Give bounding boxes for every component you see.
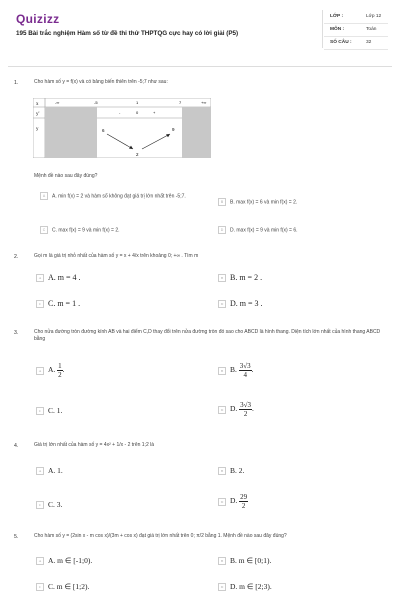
- table-yp-zero: 0: [136, 110, 139, 115]
- option-letter-box: D: [218, 226, 226, 234]
- option-text: D. m ∈ [2;3).: [230, 582, 272, 591]
- table-y-label: y: [36, 127, 39, 132]
- table-y-value: 6: [102, 128, 105, 133]
- option-letter-box: A: [36, 274, 44, 282]
- question-text: Giá trị lớn nhất của hàm số y = 4x² + 1/x - 2 trên 1;2 là: [34, 442, 155, 448]
- option-letter-box: D: [218, 300, 226, 308]
- option-label: A.: [48, 365, 56, 375]
- option-a[interactable]: A A. $\frac{1}{2}$ .: [36, 362, 65, 379]
- option-b[interactable]: B B. $\frac{3√3}{4}$ .: [218, 362, 253, 379]
- option-a[interactable]: [36, 466, 63, 475]
- option-letter-box: A: [36, 467, 44, 475]
- option-letter-box: D: [218, 583, 226, 591]
- table-y-value: 9: [172, 127, 175, 132]
- option-text: B. m = 2 .: [230, 273, 263, 282]
- meta-value: Lớp 12: [366, 14, 382, 19]
- option-text: B. max f(x) = 6 và min f(x) = 2.: [230, 199, 298, 206]
- option-d[interactable]: [218, 299, 263, 308]
- option-text: A. m ∈ [-1;0).: [48, 556, 93, 565]
- table-x-value: 7: [179, 100, 182, 105]
- option-letter-box: C: [36, 501, 44, 509]
- option-fraction: $\frac{3√3}{2}$: [240, 401, 252, 418]
- option-a[interactable]: [40, 192, 200, 200]
- option-letter-box: A: [40, 192, 48, 200]
- header-divider: [322, 10, 323, 48]
- option-label: D.: [230, 404, 238, 414]
- option-c[interactable]: [36, 582, 89, 591]
- table-x-value: 1: [136, 100, 139, 105]
- worksheet-title: 195 Bài trắc nghiệm Hàm số từ đề thi thử THPTQG cực hay có lời giải (P5): [16, 30, 239, 37]
- option-label: B.: [230, 365, 237, 375]
- option-letter-box: A: [36, 367, 44, 375]
- option-text: C. m ∈ [1;2).: [48, 582, 90, 591]
- decrease-arrow: [107, 134, 133, 149]
- option-text: B. m ∈ [0;1).: [230, 556, 272, 565]
- option-letter-box: B: [218, 467, 226, 475]
- option-text: C. m = 1 .: [48, 299, 81, 308]
- question-prompt: Mệnh đề nào sau đây đúng?: [34, 173, 98, 179]
- table-yp-sign: +: [153, 110, 156, 115]
- option-fraction: $\frac{3√3}{4}$: [239, 362, 251, 379]
- option-b[interactable]: [218, 466, 244, 475]
- option-letter-box: C: [36, 583, 44, 591]
- meta-row-class: [324, 11, 388, 24]
- option-letter-box: B: [218, 557, 226, 565]
- option-b[interactable]: [218, 556, 271, 565]
- option-text: D. m = 3 .: [230, 299, 263, 308]
- brand-logo: Quizizz: [16, 12, 60, 26]
- table-x-label: x: [36, 102, 39, 107]
- question-number: 2.: [14, 254, 19, 260]
- option-label: C. 3.: [48, 500, 63, 509]
- option-c[interactable]: [36, 406, 62, 415]
- meta-value: Toán: [366, 27, 377, 32]
- option-text: A. m = 4 .: [48, 273, 81, 282]
- option-letter-box: C: [36, 407, 44, 415]
- option-fraction: $\frac{1}{2}$: [58, 362, 62, 379]
- option-letter-box: B: [218, 367, 226, 375]
- meta-value: 32: [366, 40, 372, 45]
- option-c[interactable]: [36, 299, 80, 308]
- option-text: C. max f(x) = 9 và min f(x) = 2.: [52, 227, 120, 234]
- table-x-value: -∞: [55, 100, 60, 105]
- question-number: 3.: [14, 330, 19, 336]
- variation-table: [33, 98, 211, 158]
- table-y-value: 2: [136, 152, 139, 157]
- question-text: Cho hàm số y = f(x) và có bảng biến thiên trên -5;7 như sau:: [34, 79, 168, 85]
- option-a[interactable]: [36, 273, 81, 282]
- option-d[interactable]: [218, 226, 298, 234]
- option-a[interactable]: [36, 556, 92, 565]
- option-b[interactable]: [218, 198, 297, 206]
- table-yp-label: y': [36, 112, 40, 117]
- option-letter-box: B: [218, 198, 226, 206]
- table-yp-sign: -: [119, 110, 121, 115]
- question-text: Cho nửa đường tròn đường kính AB và hai điểm C,D thay đổi trên nửa đường tròn đó sao cho ABCD là hình thang. Diện tích lớn nhất của hình thang ABCD bằng: [34, 329, 381, 342]
- question-number: 5.: [14, 534, 19, 540]
- option-c[interactable]: [40, 226, 120, 234]
- option-letter-box: D: [218, 406, 226, 414]
- option-label: C. 1.: [48, 406, 63, 415]
- meta-key: MÔN :: [330, 27, 345, 32]
- option-b[interactable]: [218, 273, 262, 282]
- option-label: D.: [230, 496, 238, 506]
- table-x-value: -5: [94, 100, 98, 105]
- question-text: Cho hàm số y = (2sin x - m cos x)/(3m + cos x) đạt giá trị lớn nhất trên 0; π/2 bằng 1. Mệnh đề nào sau đây đúng?: [34, 533, 287, 539]
- table-x-value: +∞: [201, 100, 207, 105]
- question-text: Gọi m là giá trị nhỏ nhất của hàm số y = x + 4/x trên khoảng 0; +∞ . Tìm m: [34, 253, 199, 259]
- option-letter-box: A: [36, 557, 44, 565]
- option-letter-box: C: [36, 300, 44, 308]
- meta-panel: [324, 11, 388, 50]
- option-label: B. 2.: [230, 466, 245, 475]
- question-number: 1.: [14, 80, 19, 86]
- header-rule: [8, 66, 392, 67]
- meta-key: SỐ CÂU :: [330, 40, 352, 45]
- meta-row-subject: [324, 24, 388, 37]
- option-d[interactable]: [218, 582, 272, 591]
- option-d[interactable]: D D. $\frac{3√3}{2}$ .: [218, 401, 254, 418]
- option-text: D. max f(x) = 9 và min f(x) = 6.: [230, 227, 298, 234]
- meta-key: LỚP :: [330, 14, 344, 19]
- option-letter-box: C: [40, 226, 48, 234]
- option-fraction: $\frac{29}{2}$: [240, 493, 248, 510]
- option-label: A. 1.: [48, 466, 63, 475]
- option-letter-box: B: [218, 274, 226, 282]
- option-letter-box: D: [218, 498, 226, 506]
- question-number: 4.: [14, 443, 19, 449]
- increase-arrow: [142, 134, 170, 149]
- option-text: A. min f(x) = 2 và hàm số không đạt giá trị lớn nhất trên -5;7.: [52, 193, 186, 200]
- option-c[interactable]: [36, 500, 62, 509]
- meta-row-count: [324, 37, 388, 50]
- option-d[interactable]: [218, 493, 248, 510]
